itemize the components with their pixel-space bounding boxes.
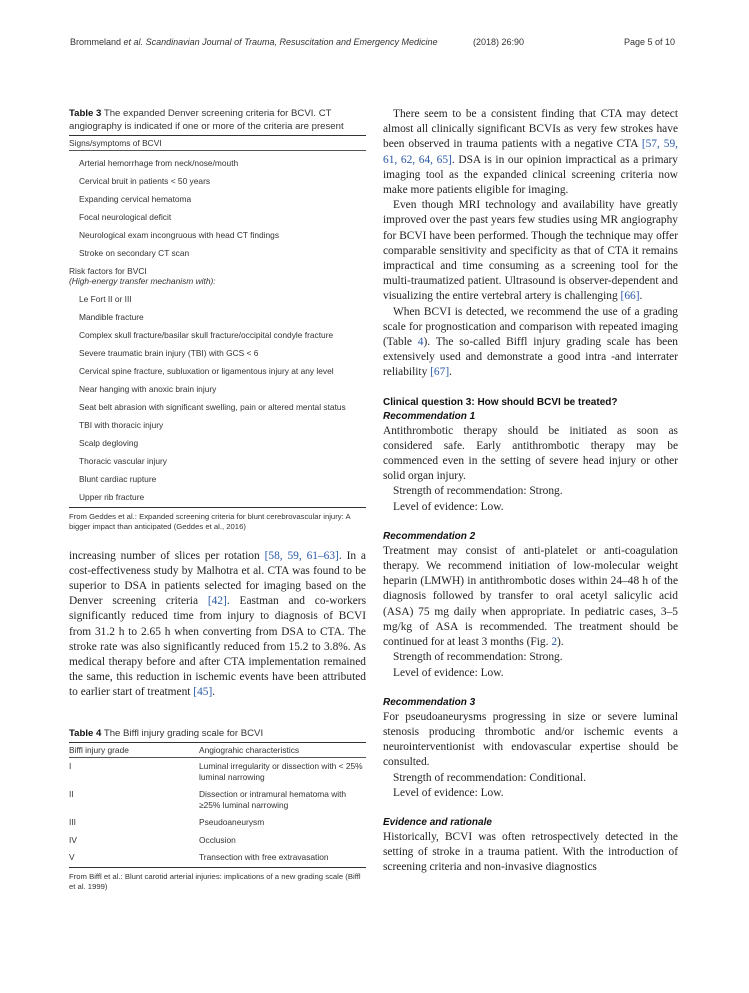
table3-item: Stroke on secondary CT scan — [79, 248, 190, 258]
header-page-number: Page 5 of 10 — [624, 37, 676, 47]
citation-link[interactable]: [42] — [207, 595, 227, 608]
recommendation-2-evidence: Level of evidence: Low. — [393, 666, 504, 679]
table3-item: Mandible fracture — [79, 312, 144, 322]
table4-grade: I — [69, 761, 72, 772]
table4-desc: Luminal irregularity or dissection with < 25% luminal narrowing — [199, 761, 363, 782]
table3-item: Blunt cardiac rupture — [79, 474, 157, 484]
paragraph-mri — [383, 198, 678, 304]
recommendation-2-strength: Strength of recommendation: Strong. — [393, 651, 563, 664]
table4-desc: Occlusion — [199, 834, 236, 845]
table3-item: Near hanging with anoxic brain injury — [79, 384, 217, 394]
table4-grade: III — [69, 817, 76, 828]
table3-item: Complex skull fracture/basilar skull fracture/occipital condyle fracture — [79, 330, 334, 340]
table4-caption-text: The Biffl injury grading scale for BCVI — [103, 727, 264, 739]
table4-grade: II — [69, 789, 74, 800]
text-run: . — [212, 686, 216, 699]
table3-item: Expanding cervical hematoma — [79, 194, 192, 204]
table3-section-risk: Risk factors for BVCI — [69, 265, 147, 276]
citation-link[interactable]: [57, 59, 61, 62, 64, 65] — [383, 138, 678, 166]
table3-item: Severe traumatic brain injury (TBI) with GCS < 6 — [79, 348, 259, 358]
table4-desc: Transection with free extravasation — [199, 852, 329, 863]
text-run: When BCVI is detected, we recommend the use of a grading scale for prognostication and comparison with repeated imaging (Table — [383, 305, 678, 349]
table-link[interactable]: 4 — [417, 336, 424, 349]
table3-caption — [69, 107, 366, 133]
left-body-paragraph — [69, 549, 366, 701]
table4-caption — [69, 727, 366, 740]
table3-item: Scalp degloving — [79, 438, 139, 448]
paragraph-cta — [383, 107, 678, 198]
evidence-rationale-text: Historically, BCVI was often retrospectively detected in the setting of stroke in a trauma patient. With the introduction of screening criteria and non-invasive diagnostics — [383, 830, 678, 874]
table3-item: Neurological exam incongruous with head CT findings — [79, 230, 280, 240]
clinical-question-heading: Clinical question 3: How should BCVI be treated? — [383, 396, 618, 408]
header-authors: Brommeland — [70, 37, 122, 47]
table3-item: Cervical spine fracture, subluxation or ligamentous injury at any level — [79, 366, 334, 376]
table-row — [69, 849, 366, 867]
recommendation-1-evidence: Level of evidence: Low. — [393, 500, 504, 513]
text-run: . — [639, 290, 643, 303]
evidence-rationale-heading: Evidence and rationale — [383, 816, 492, 828]
table3-section-risk-subtitle: (High-energy transfer mechanism with): — [69, 276, 216, 286]
table3-item: Focal neurological deficit — [79, 212, 172, 222]
table4-grade: V — [69, 852, 75, 863]
citation-link[interactable]: [67] — [430, 366, 450, 379]
table3-signs-list — [69, 158, 366, 259]
table4-footnote: From Biffl et al.: Blunt carotid arterial injuries: implications of a new grading scale (Biffl et al. 1999) — [69, 871, 361, 892]
table4-col-characteristics: Angiograhic characteristics — [199, 742, 366, 758]
table3 — [69, 135, 366, 508]
table4-desc: Dissection or intramural hematoma with ≥25% luminal narrowing — [199, 789, 347, 810]
table3-section-signs: Signs/symptoms of BCVI — [69, 136, 366, 151]
table-row — [69, 786, 366, 814]
right-body — [383, 107, 678, 876]
header-etal: et al. — [123, 37, 144, 47]
table3-item: Arterial hemorrhage from neck/nose/mouth — [79, 158, 239, 168]
recommendation-1-text: Antithrombotic therapy should be initiated as soon as considered safe. Early antithrombotic therapy may be commenced even in the setting of severe head injury or other solid organ injury. — [383, 424, 678, 483]
table4-col-grade: Biffl injury grade — [69, 742, 199, 758]
table4 — [69, 742, 366, 868]
header-journal: Scandinavian Journal of Trauma, Resuscitation and Emergency Medicine — [145, 37, 438, 47]
recommendation-3-strength: Strength of recommendation: Conditional. — [393, 771, 586, 784]
table4-label: Table 4 — [69, 727, 102, 739]
header-year-volume: (2018) 26:90 — [473, 37, 525, 47]
recommendation-3-text: For pseudoaneurysms progressing in size or severe luminal stenosis producing thrombotic and/or ischemic events a neurointerventionist with endovascular expertise should be consulted. — [383, 710, 678, 769]
text-run: . Eastman and co-workers significantly reduced time from injury to diagnosis of BCVI from 31.2 h to 2.65 h when converting from DSA to CTA. The stroke rate was also significantly reduced from 15.2 to 3.8%. As medical therapy before and after CTA implementation remained the same, this reduction in ischemic events have been attributed to earlier start of treatment — [69, 595, 366, 699]
table3-caption-text: The expanded Denver screening criteria for BCVI. CT angiography is indicated if one or more of the criteria are present — [69, 108, 344, 132]
recommendation-3-heading: Recommendation 3 — [383, 696, 476, 708]
text-run: ). — [557, 636, 564, 649]
text-run: ). The so-called Biffl injury grading scale has been extensively used and demonstrate a good intra -and interrater reliability — [383, 336, 678, 379]
text-run: . — [449, 366, 452, 379]
table3-item: Le Fort II or III — [79, 294, 132, 304]
figure-link[interactable]: 2 — [551, 636, 558, 649]
text-run: There seem to be a consistent finding that CTA may detect almost all clinically significant BCVIs as very few strokes have been observed in trauma patients with a negative CTA — [383, 108, 678, 151]
table3-risk-list — [69, 294, 366, 507]
table3-item: Thoracic vascular injury — [79, 456, 167, 466]
text-run: Treatment may consist of anti-platelet or anti-coagulation therapy. We recommend initiation of low-molecular weight heparin (LMWH) in antithrombotic doses within 24–48 h of the diagnosis followed by transfer to oral acetyl salicylic acid (ASA) 75 mg daily when appropriate. In pediatric cases, 3–5 mg/kg of ASA is recommended. The treatment should be continued for at least 3 months (Fig. — [383, 544, 678, 649]
recommendation-3-evidence: Level of evidence: Low. — [393, 786, 504, 799]
citation-link[interactable]: [66] — [620, 290, 640, 303]
citation-link[interactable]: [58, 59, 61–63] — [264, 549, 339, 562]
citation-link[interactable]: [45] — [193, 686, 213, 699]
paragraph-grading — [383, 305, 678, 381]
recommendation-2-text — [383, 544, 678, 650]
table-row — [69, 832, 366, 850]
table-row — [69, 758, 366, 787]
text-run: . In a cost-effectiveness study by Malhotra et al. CTA was found to be superior to DSA in patients selected for imaging based on the Denver screening criteria — [69, 549, 366, 608]
running-header-citation — [70, 37, 438, 47]
table-row — [69, 814, 366, 832]
recommendation-1-heading: Recommendation 1 — [383, 410, 476, 422]
table3-item: Seat belt abrasion with significant swelling, pain or altered mental status — [79, 402, 346, 412]
table3-item: Upper rib fracture — [79, 492, 145, 502]
table3-item: Cervical bruit in patients < 50 years — [79, 176, 211, 186]
right-column — [383, 107, 678, 876]
table3-footnote: From Geddes et al.: Expanded screening criteria for blunt cerebrovascular injury: A bigger impact than anticipated (Geddes et al., 2016) — [69, 511, 351, 531]
table3-label: Table 3 — [69, 108, 102, 119]
table3-item: TBI with thoracic injury — [79, 420, 164, 430]
recommendation-1-strength: Strength of recommendation: Strong. — [393, 485, 563, 498]
recommendation-2-heading: Recommendation 2 — [383, 530, 476, 542]
text-run: increasing number of slices per rotation — [69, 549, 265, 562]
text-run: . DSA is in our opinion impractical as a primary imaging tool as the expanded clinical screening criteria now make more patients eligible for imaging. — [383, 153, 678, 197]
table4-grade: IV — [69, 834, 77, 845]
left-column — [69, 107, 366, 893]
text-run: Even though MRI technology and availability have greatly improved over the past years few studies using MR angiography for BCVI have been performed. Though the technique may offer comparable sensitivity and specificity as that of CTA it remains impractical and time consuming as a screening tool for the multi-traumatized patient. Ultrasound is observer-dependent and visualizing the entire vertebral artery is challenging — [383, 199, 678, 303]
table4-desc: Pseudoaneurysm — [199, 817, 265, 828]
